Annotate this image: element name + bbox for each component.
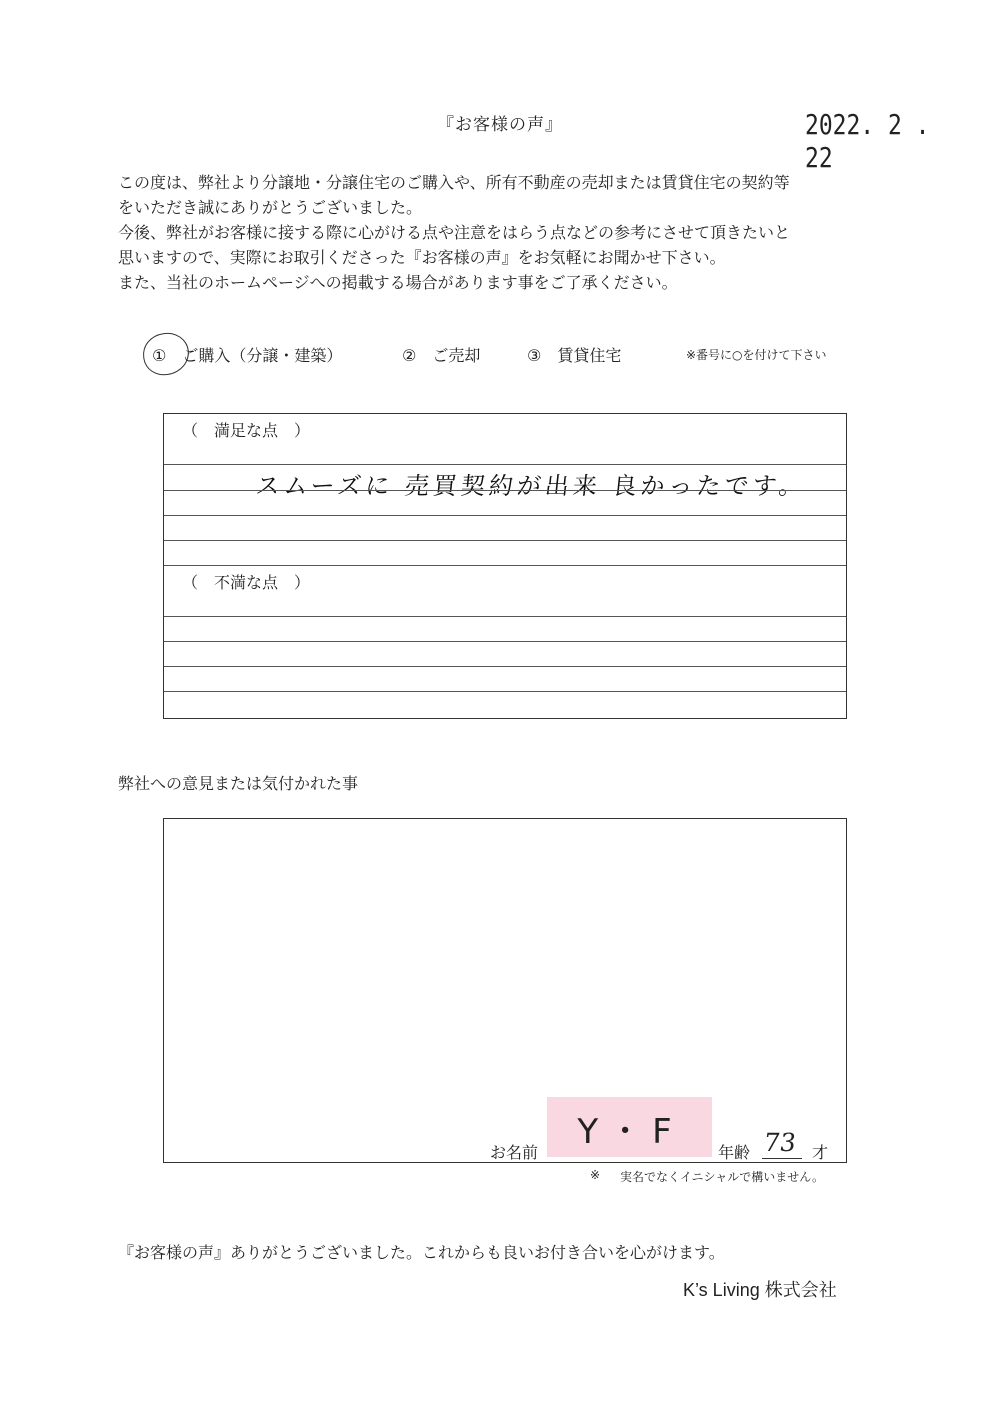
ruled-line bbox=[164, 515, 846, 516]
satisfaction-answer[interactable]: スムーズに 売買契約が出来 良かったです。 bbox=[254, 472, 809, 500]
ruled-line bbox=[164, 464, 846, 465]
age-value: 73 bbox=[761, 1128, 798, 1157]
dissatisfaction-heading: （ 不満な点 ） bbox=[182, 573, 311, 592]
thanks-text: 『お客様の声』ありがとうございました。これからも良いお付き合いを心がけます。 bbox=[118, 1243, 725, 1262]
option-sale[interactable]: ② ご売却 bbox=[402, 346, 481, 365]
company-name: K’s Living 株式会社 bbox=[683, 1280, 837, 1300]
intro-line: この度は、弊社より分譲地・分譲住宅のご購入や、所有不動産の売却または賃貸住宅の契約等 bbox=[118, 173, 790, 192]
option-purchase[interactable]: ① ご購入（分譲・建築） bbox=[152, 346, 343, 365]
age-label: 年齢 bbox=[718, 1143, 751, 1162]
intro-line: 思いますので、実際にお取引くださった『お客様の声』をお気軽にお聞かせ下さい。 bbox=[118, 248, 726, 267]
ruled-line bbox=[164, 490, 846, 491]
option-rental[interactable]: ③ 賃貸住宅 bbox=[527, 346, 622, 365]
document-date: 2022. 2 . 22 bbox=[805, 108, 930, 174]
ruled-line bbox=[164, 691, 846, 692]
ruled-line bbox=[164, 616, 846, 617]
name-label: お名前 bbox=[490, 1143, 539, 1162]
intro-text bbox=[118, 170, 898, 295]
ruled-line bbox=[164, 666, 846, 667]
opinion-box[interactable] bbox=[163, 818, 847, 1163]
ruled-line bbox=[164, 641, 846, 642]
note-mark: ※ bbox=[590, 1168, 601, 1182]
feedback-box bbox=[163, 413, 847, 719]
document-title: 『お客様の声』 bbox=[437, 115, 563, 135]
initials-note: 実名でなくイニシャルで構いません。 bbox=[620, 1170, 825, 1184]
ruled-line bbox=[164, 540, 846, 541]
options-note: ※番号に○を付けて下さい bbox=[686, 348, 827, 362]
opinion-label: 弊社への意見または気付かれた事 bbox=[118, 774, 359, 793]
customer-initials: Y・F bbox=[577, 1112, 682, 1152]
age-underline bbox=[762, 1158, 802, 1159]
intro-line: 今後、弊社がお客様に接する際に心がける点や注意をはらう点などの参考にさせて頂きたいと bbox=[118, 223, 791, 242]
ruled-line bbox=[164, 565, 846, 566]
intro-line: をいただき誠にありがとうございました。 bbox=[118, 198, 423, 217]
intro-line: また、当社のホームページへの掲載する場合があります事をご了承ください。 bbox=[118, 273, 678, 292]
satisfaction-heading: （ 満足な点 ） bbox=[182, 421, 311, 440]
age-unit: 才 bbox=[812, 1143, 829, 1162]
